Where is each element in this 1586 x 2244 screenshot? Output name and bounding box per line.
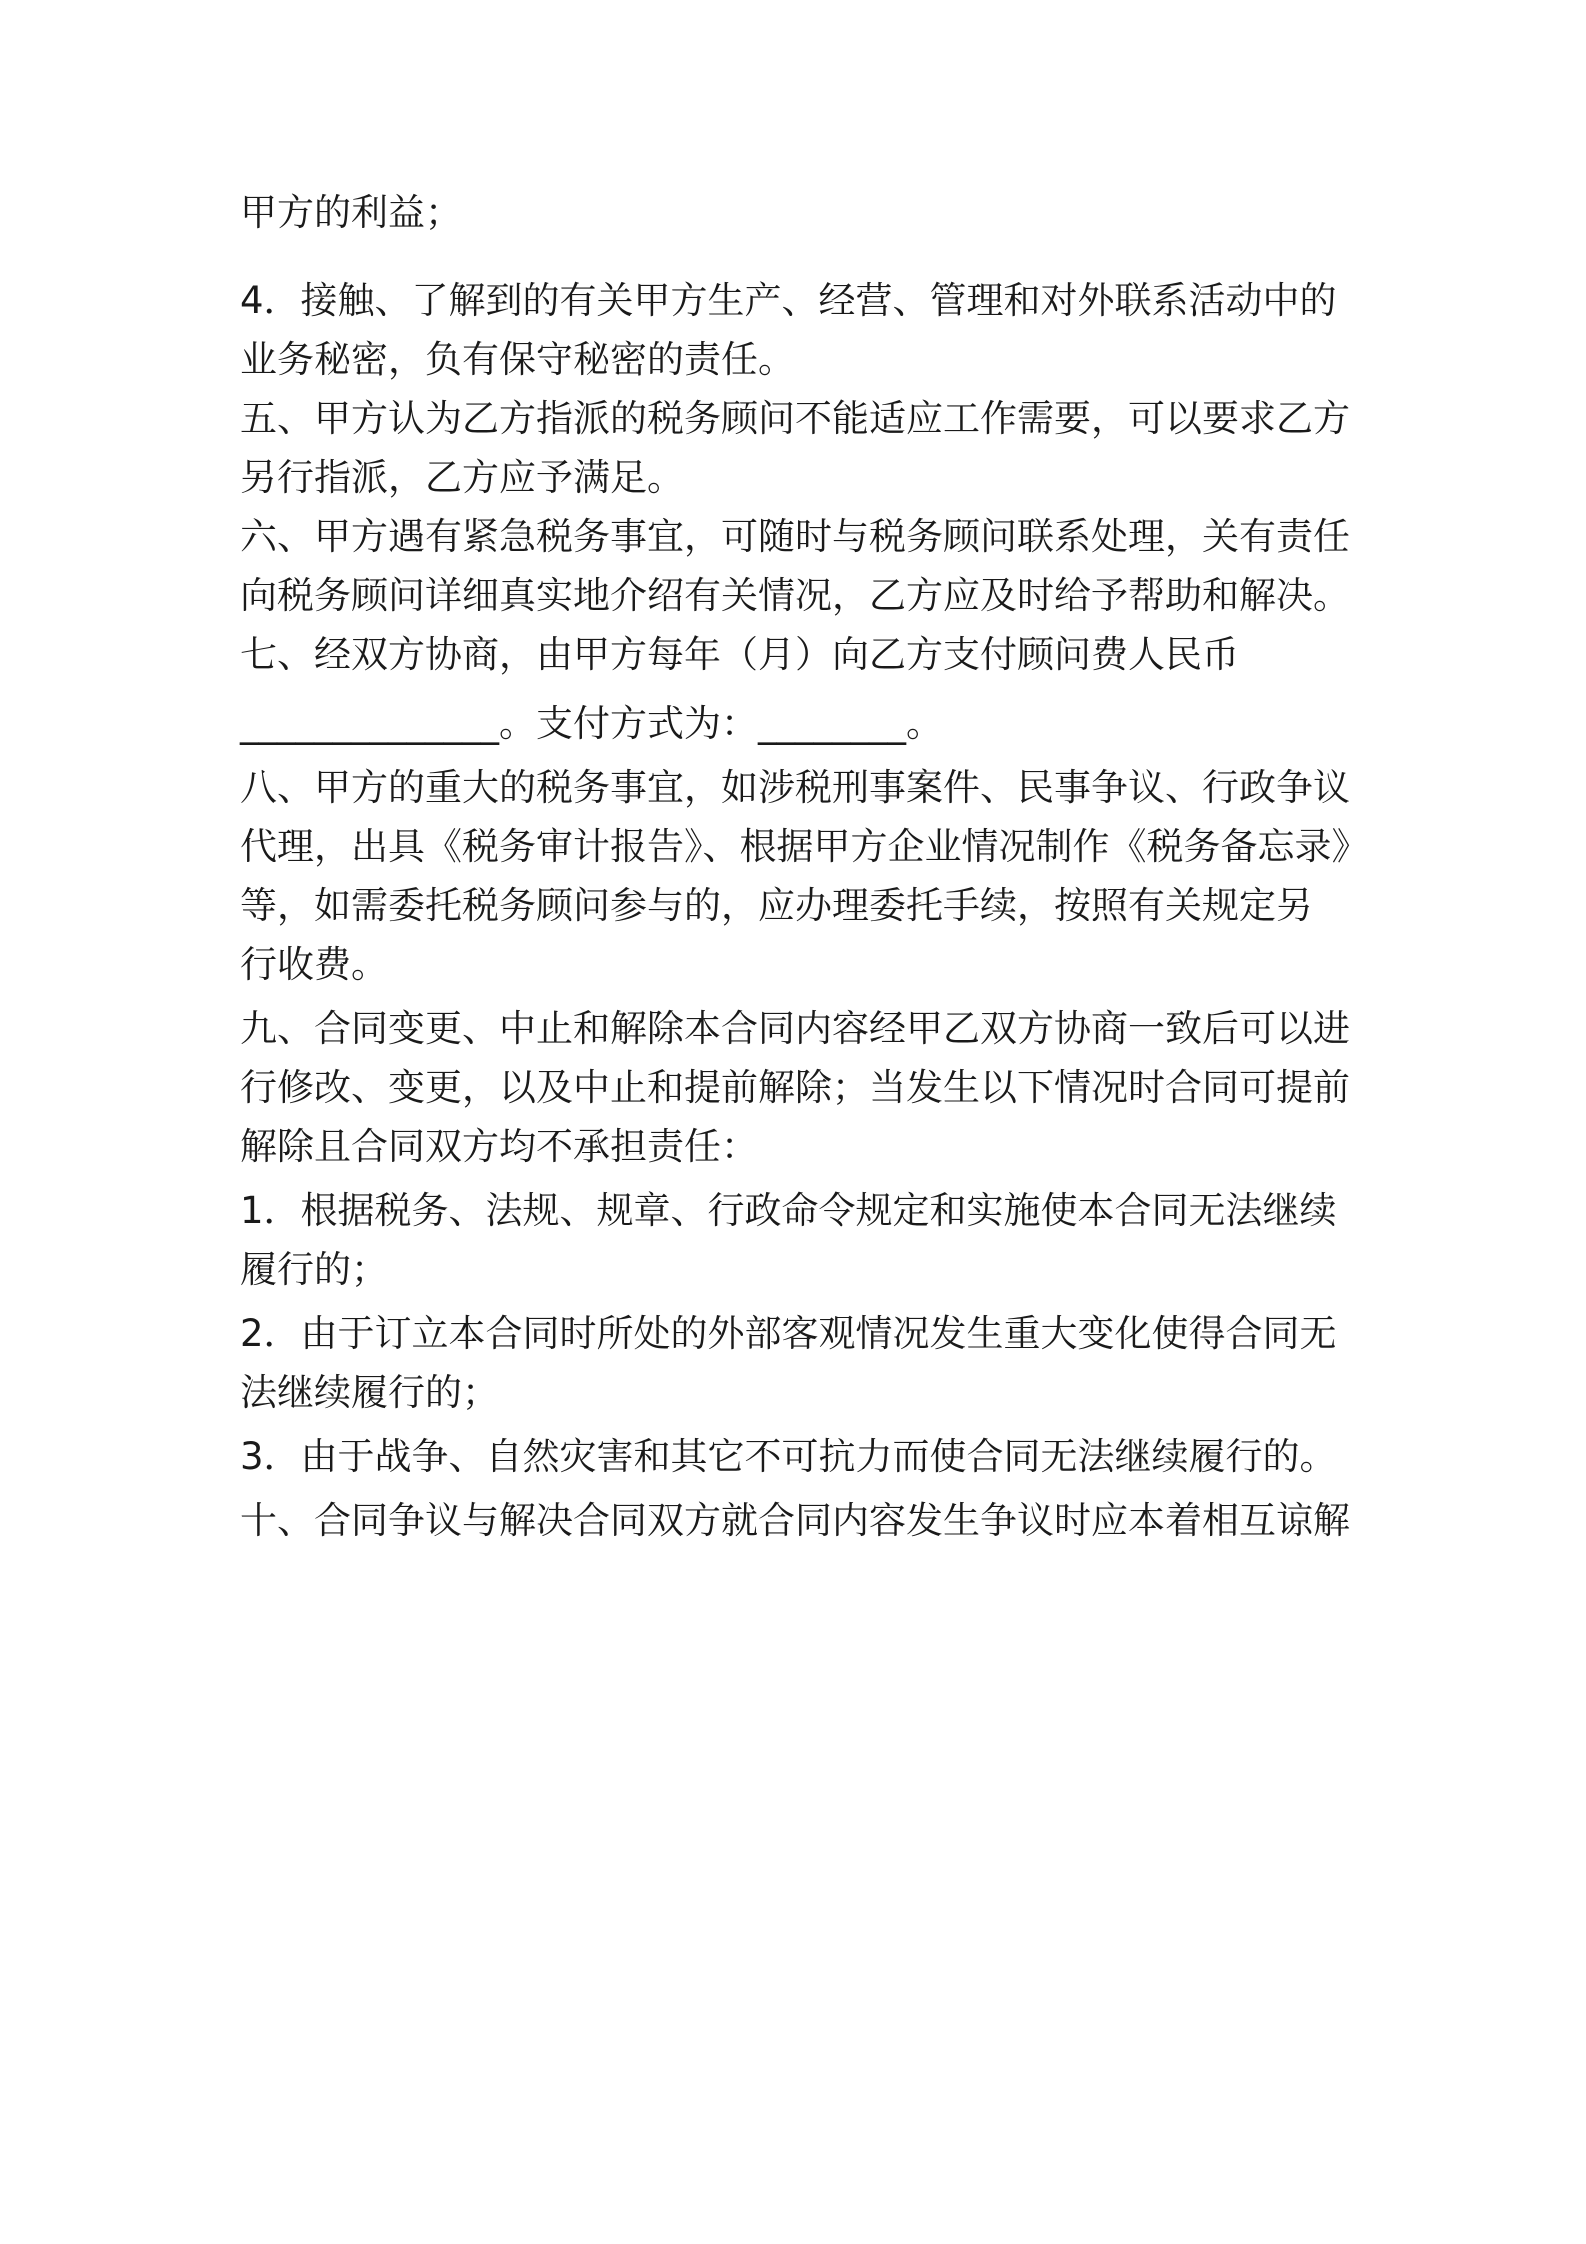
text-line-21: 3．由于战争、自然灾害和其它不可抗力而使合同无法继续履行的。 bbox=[240, 1435, 1337, 1478]
text-line-17: 1．根据税务、法规、规章、行政命令规定和实施使本合同无法继续 bbox=[240, 1189, 1337, 1232]
text-line-13: 行收费。 bbox=[240, 943, 388, 986]
text-line-1: 甲方的利益； bbox=[240, 191, 462, 234]
text-line-8: 七、经双方协商，由甲方每年（月）向乙方支付顾问费人民币 bbox=[240, 633, 1239, 676]
text-line-12: 等，如需委托税务顾问参与的，应办理委托手续，按照有关规定另 bbox=[240, 884, 1313, 927]
text-line-4: 五、甲方认为乙方指派的税务顾问不能适应工作需要，可以要求乙方 bbox=[240, 397, 1350, 440]
text-line-14: 九、合同变更、中止和解除本合同内容经甲乙双方协商一致后可以进 bbox=[240, 1007, 1350, 1050]
text-line-9: ______________。支付方式为：________。 bbox=[240, 702, 943, 745]
text-line-5: 另行指派，乙方应予满足。 bbox=[240, 456, 684, 499]
text-line-7: 向税务顾问详细真实地介绍有关情况，乙方应及时给予帮助和解决。 bbox=[240, 574, 1350, 617]
text-line-18: 履行的； bbox=[240, 1248, 388, 1291]
text-line-6: 六、甲方遇有紧急税务事宜，可随时与税务顾问联系处理，关有责任 bbox=[240, 515, 1350, 558]
text-line-2: 4．接触、了解到的有关甲方生产、经营、管理和对外联系活动中的 bbox=[240, 279, 1337, 322]
document-body bbox=[240, 192, 1370, 1541]
text-line-15: 行修改、变更，以及中止和提前解除；当发生以下情况时合同可提前 bbox=[240, 1066, 1350, 1109]
text-line-3: 业务秘密，负有保守秘密的责任。 bbox=[240, 338, 795, 381]
text-line-10: 八、甲方的重大的税务事宜，如涉税刑事案件、民事争议、行政争议 bbox=[240, 766, 1350, 809]
text-line-16: 解除且合同双方均不承担责任： bbox=[240, 1125, 758, 1168]
text-line-19: 2．由于订立本合同时所处的外部客观情况发生重大变化使得合同无 bbox=[240, 1312, 1337, 1355]
text-line-11: 代理，出具《税务审计报告》、根据甲方企业情况制作《税务备忘录》 bbox=[240, 825, 1369, 868]
text-line-20: 法继续履行的； bbox=[240, 1371, 499, 1414]
text-line-22: 十、合同争议与解决合同双方就合同内容发生争议时应本着相互谅解 bbox=[240, 1499, 1350, 1542]
